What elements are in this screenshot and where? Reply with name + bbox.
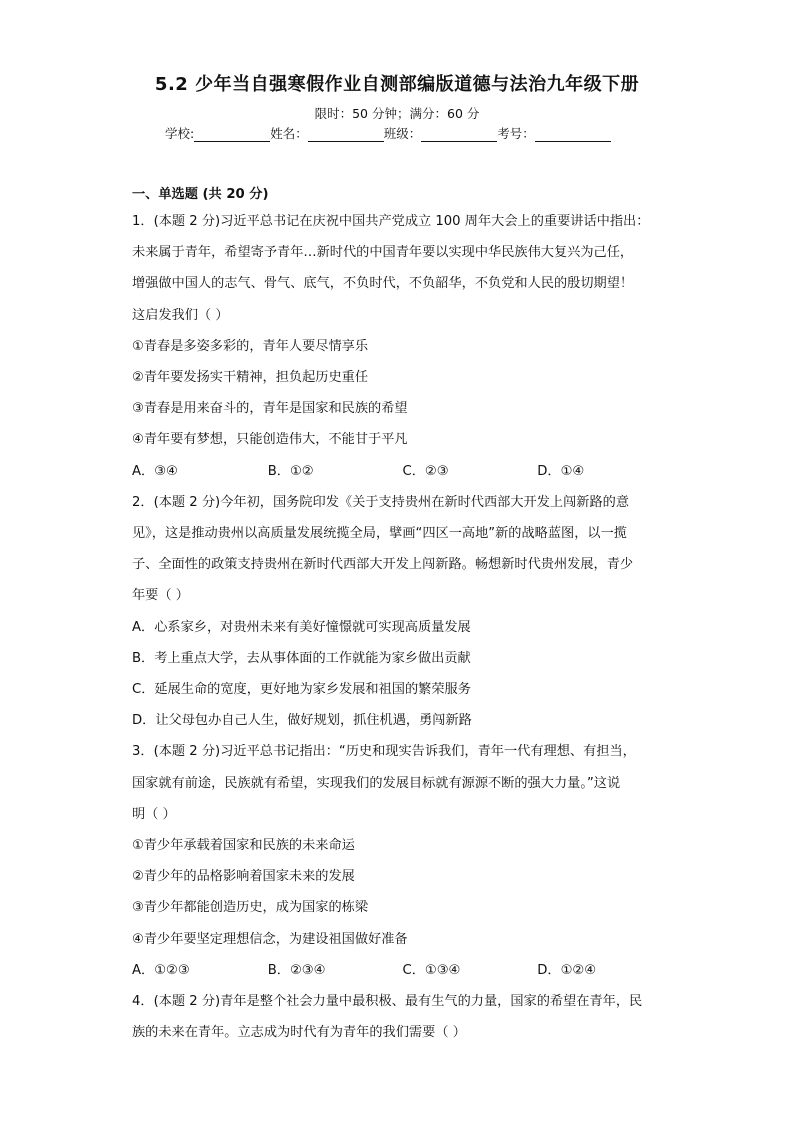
question-text-line: 族的未来在青年。立志成为时代有为青年的我们需要（ ）: [132, 1025, 466, 1041]
choice-c: C．②③: [402, 463, 449, 479]
question-text-line: 国家就有前途，民族就有希望，实现我们的发展目标就有源源不断的强大力量。”这说: [132, 775, 621, 791]
question-4: [132, 986, 672, 1048]
option-a: A．心系家乡，对贵州未来有美好憧憬就可实现高质量发展: [132, 619, 471, 635]
question-text-line: 明（ ）: [132, 806, 176, 822]
statement: ②青少年的品格影响着国家未来的发展: [132, 869, 355, 885]
school-label: 学校:: [165, 126, 195, 141]
answer-choices: [132, 955, 672, 986]
name-blank: [308, 127, 384, 142]
question-1: [132, 206, 672, 487]
choice-d: D．①④: [537, 463, 585, 479]
choice-a: A．①②③: [132, 962, 190, 978]
statement: ④青少年要坚定理想信念，为建设祖国做好准备: [132, 931, 408, 947]
option-c: C．延展生命的宽度，更好地为家乡发展和祖国的繁荣服务: [132, 682, 471, 698]
statement: ①青少年承载着国家和民族的未来命运: [132, 838, 355, 854]
choice-a: A．③④: [132, 463, 178, 479]
option-b: B．考上重点大学，去从事体面的工作就能为家乡做出贡献: [132, 650, 471, 666]
student-info-row: [165, 124, 611, 142]
answer-choices: [132, 456, 672, 487]
question-text-line: 这启发我们（ ）: [132, 307, 229, 323]
question-text-line: 2．(本题 2 分)今年初，国务院印发《关于支持贵州在新时代西部大开发上闯新路的意: [132, 494, 630, 510]
question-2: [132, 487, 672, 737]
name-label: 姓名：: [270, 126, 308, 141]
option-d: D．让父母包办自己人生，做好规划，抓住机遇，勇闯新路: [132, 713, 472, 729]
question-text-line: 4．(本题 2 分)青年是整个社会力量中最积极、最有生气的力量，国家的希望在青年，民: [132, 994, 643, 1010]
class-label: 班级：: [383, 126, 422, 141]
question-text-line: 3．(本题 2 分)习近平总书记指出：“历史和现实告诉我们，青年一代有理想、有担当，: [132, 744, 636, 760]
choice-d: D．①②④: [537, 962, 597, 978]
exam-no-blank: [535, 127, 611, 142]
page-title: 5.2 少年当自强寒假作业自测部编版道德与法治九年级下册: [154, 74, 640, 95]
section-heading: 一、单选题 (共 20 分): [132, 187, 269, 202]
question-text-line: 见》，这是推动贵州以高质量发展统揽全局，擘画“四区一高地”新的战略蓝图，以一揽: [132, 526, 627, 542]
time-score-limit: 限时：50 分钟；满分：60 分: [314, 106, 480, 121]
question-3: [132, 736, 672, 986]
choice-b: B．①②: [267, 463, 314, 479]
school-blank: [194, 127, 270, 142]
class-blank: [421, 127, 497, 142]
question-text-line: 1．(本题 2 分)习近平总书记在庆祝中国共产党成立 100 周年大会上的重要讲话中指出：: [132, 214, 650, 229]
choice-b: B．②③④: [267, 962, 326, 978]
statement: ②青年要发扬实干精神，担负起历史重任: [132, 370, 369, 386]
exam-no-label: 考号：: [497, 126, 535, 141]
question-content: [132, 184, 672, 1048]
question-text-line: 增强做中国人的志气、骨气、底气，不负时代，不负韶华，不负党和人民的殷切期望！: [132, 276, 634, 292]
statement: ③青春是用来奋斗的，青年是国家和民族的希望: [132, 401, 408, 417]
statement: ④青年要有梦想，只能创造伟大，不能甘于平凡: [132, 432, 408, 448]
statement: ③青少年都能创造历史，成为国家的栋梁: [132, 900, 369, 916]
question-text-line: 未来属于青年，希望寄予青年…新时代的中国青年要以实现中华民族伟大复兴为己任，: [132, 245, 634, 261]
question-text-line: 年要（ ）: [132, 588, 189, 604]
statement: ①青春是多姿多彩的，青年人要尽情享乐: [132, 338, 369, 354]
choice-c: C．①③④: [402, 962, 461, 978]
question-text-line: 子、全面性的政策支持贵州在新时代西部大开发上闯新路。畅想新时代贵州发展，青少: [132, 557, 634, 573]
